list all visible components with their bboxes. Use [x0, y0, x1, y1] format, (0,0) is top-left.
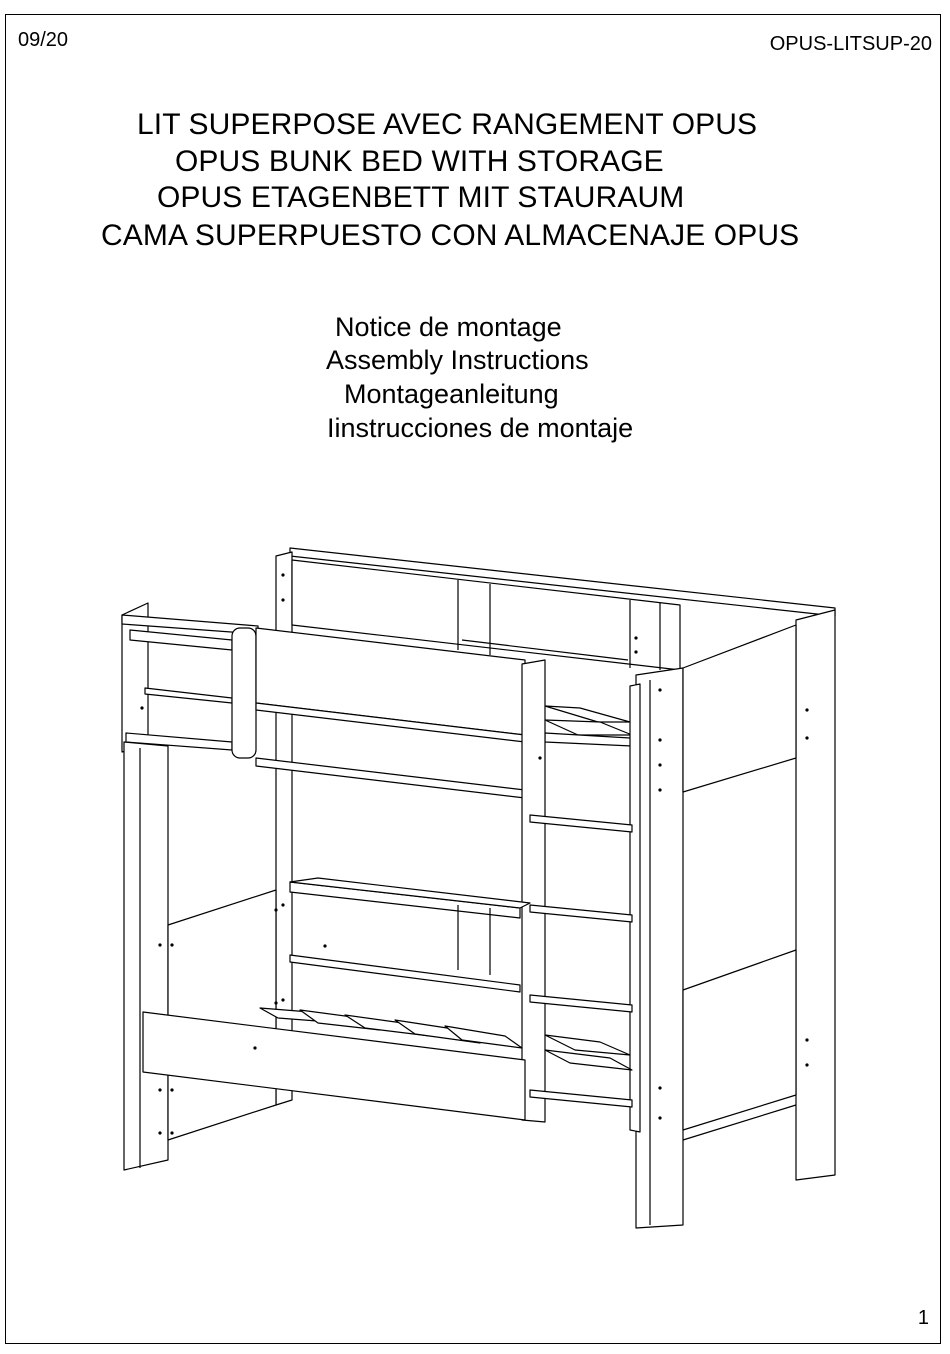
subtitle-french: Notice de montage [335, 312, 562, 342]
right-lower-end [683, 950, 796, 1130]
title-english: OPUS BUNK BED WITH STORAGE [175, 145, 664, 178]
back-right-post [796, 610, 835, 1180]
left-lower-end [168, 890, 276, 1140]
product-reference: OPUS-LITSUP-20 [769, 33, 932, 55]
ladder-left-rail [522, 660, 545, 1122]
ladder-right-rail [630, 684, 640, 1132]
bunk-bed-illustration [110, 540, 850, 1240]
document-date: 09/20 [18, 29, 69, 51]
subtitle-spanish: Iinstrucciones de montaje [327, 413, 634, 443]
title-spanish: CAMA SUPERPUESTO CON ALMACENAJE OPUS [101, 219, 800, 252]
front-right-post [636, 668, 683, 1228]
subtitle-english: Assembly Instructions [326, 345, 589, 375]
front-left-post [124, 742, 168, 1170]
right-upper-end [683, 625, 796, 792]
subtitle-german: Montageanleitung [344, 379, 559, 409]
title-german: OPUS ETAGENBETT MIT STAURAUM [157, 181, 685, 214]
title-french: LIT SUPERPOSE AVEC RANGEMENT OPUS [137, 108, 758, 141]
page-number: 1 [917, 1307, 929, 1329]
